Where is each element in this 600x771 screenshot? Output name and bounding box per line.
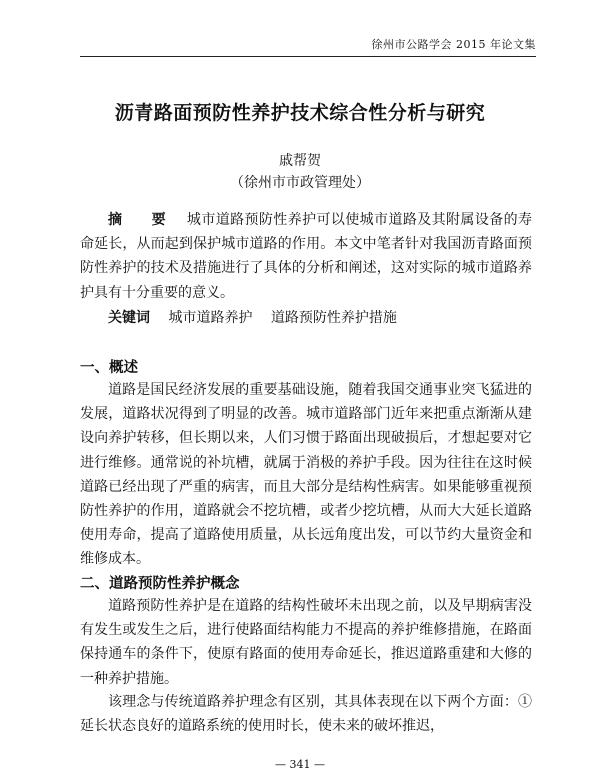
section-paragraph: 道路是国民经济发展的重要基础设施，随着我国交通事业突飞猛进的发展，道路状况得到了明显的改善。城市道路部门近年来把重点渐渐从建设向养护转移，但长期以来，人们习惯于路面出现破损后，才想起要对它进行维修。通常说的补坑槽，就属于消极的养护手段。因为往往在这时候道路已经出现了严重的病害，而且大部分是结构性病害。如果能够重视预防性养护的作用，道路就会不挖坑槽，或者少挖坑槽，从而大大延长道路使用寿命，提高了道路使用质量，从长远角度出发，可以节约大量资金和维修成本。 <box>80 382 532 568</box>
abstract-label: 摘 要 <box>108 212 179 228</box>
section-paragraph: 道路预防性养护是在道路的结构性破坏未出现之前，以及早期病害没有发生或发生之后，进行使路面结构能力不提高的养护维修措施，在路面保持通车的条件下，使原有路面的使用寿命延长，推迟道路重建和大修的一种养护措施。 <box>80 598 532 687</box>
author-affiliation: （徐州市市政管理处） <box>230 175 370 191</box>
abstract <box>80 208 532 305</box>
section-heading: 一、概述 <box>80 360 138 376</box>
section-heading: 二、道路预防性养护概念 <box>80 576 240 592</box>
keywords-label: 关键词 <box>108 310 150 326</box>
paper-title: 沥青路面预防性养护技术综合性分析与研究 <box>114 102 486 124</box>
abstract-text: 城市道路预防性养护可以使城市道路及其附属设备的寿命延长，从而起到保护城市道路的作用。本文中笔者针对我国沥青路面预防性养护的技术及措施进行了具体的分析和阐述，这对实际的城市道路养护具有十分重要的意义。 <box>80 212 533 301</box>
keyword: 道路预防性养护措施 <box>270 310 397 326</box>
running-header: 徐州市公路学会 2015 年论文集 <box>80 36 536 57</box>
page-number: — 341 — <box>275 758 325 771</box>
section-paragraph: 该理念与传统道路养护理念有区别，其具体表现在以下两个方面：①延长状态良好的道路系统的使用时长，使未来的破坏推迟， <box>80 694 532 735</box>
keyword: 城市道路养护 <box>168 310 253 326</box>
author-name: 戚帮贺 <box>279 153 321 169</box>
keywords <box>80 306 532 330</box>
